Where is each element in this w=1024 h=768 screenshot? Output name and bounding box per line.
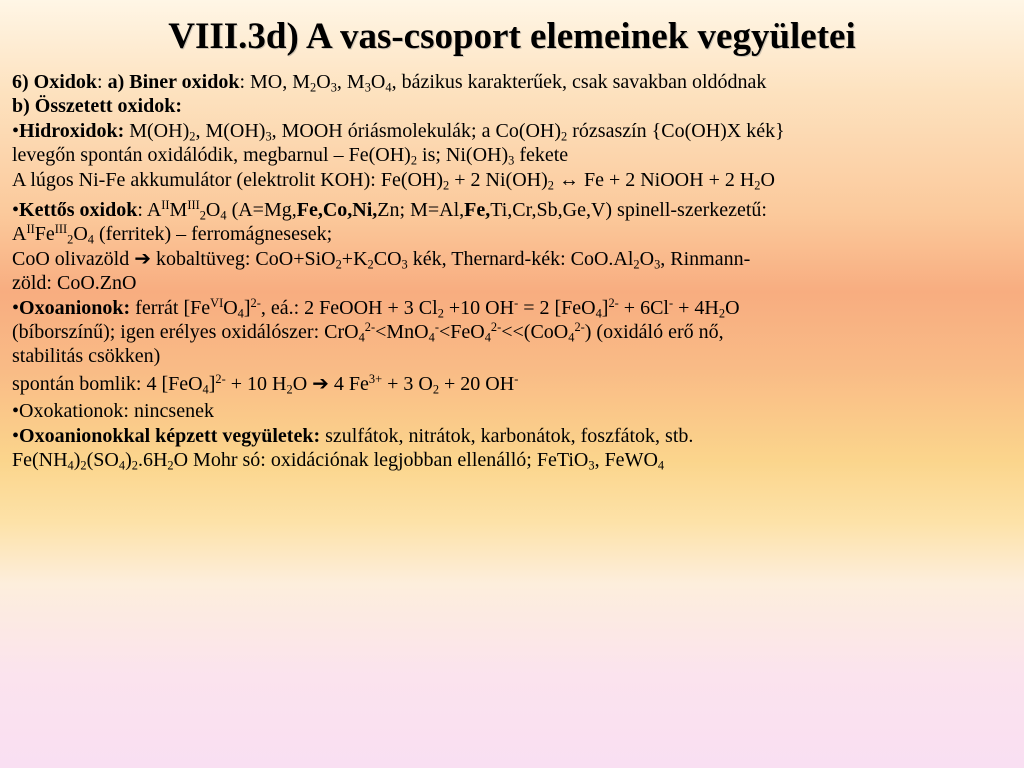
text-run: 6) Oxidok [12, 71, 98, 93]
text-run: 2 [310, 80, 317, 95]
text-run: 4 [484, 330, 491, 345]
text-run: 2 [131, 458, 138, 473]
text-line [12, 119, 1012, 143]
text-run: O [205, 199, 221, 222]
text-run: III [187, 198, 200, 213]
text-run: 4 [237, 306, 244, 321]
text-run: - [668, 295, 674, 310]
text-run: ] [243, 296, 251, 319]
text-run: is; Ni(OH) [417, 144, 509, 167]
text-line [12, 344, 1012, 368]
text-run: M(OH) [124, 119, 190, 142]
arrow-icon: ➔ [312, 372, 329, 395]
text-run: 3 [330, 80, 337, 95]
text-run: VI [210, 295, 224, 310]
text-line [12, 320, 1012, 344]
text-run: spontán bomlik: 4 [FeO [12, 372, 203, 395]
text-run: - [434, 320, 439, 335]
slide-title: VIII.3d) A vas-csoport elemeinek vegyületei [168, 16, 856, 57]
text-line [12, 271, 1012, 295]
text-run: + 20 OH [439, 372, 515, 395]
text-run: 2 [286, 382, 293, 397]
text-run: levegőn spontán oxidálódik, megbarnul – Fe(OH) [12, 144, 411, 167]
text-run: (SO [86, 449, 119, 472]
text-run: 2- [608, 295, 619, 310]
text-run: <FeO [438, 321, 485, 344]
text-run: • [12, 119, 20, 142]
text-run: , Rinmann- [660, 247, 751, 270]
text-run: <<(CoO [501, 321, 569, 344]
text-run: O [725, 296, 740, 319]
text-run: Ti,Cr,Sb,Ge,V) spinell-szerkezetű: [490, 199, 767, 222]
text-run: 3 [508, 153, 515, 168]
text-run: 4 [385, 80, 392, 95]
text-run: Oxoanionok: [19, 296, 131, 319]
text-run: 4 [358, 330, 365, 345]
text-run: kobaltüveg: CoO+SiO [150, 247, 336, 270]
text-run: 2 [754, 178, 761, 193]
text-run: O [760, 168, 775, 191]
text-run: = 2 [FeO [518, 296, 596, 319]
text-run: : MO, M [239, 71, 311, 93]
slide-body [12, 70, 1012, 473]
text-run: : A [137, 199, 162, 222]
text-run: 2- [490, 320, 502, 335]
text-run: 3 [265, 129, 272, 144]
text-run: stabilitás csökken) [12, 345, 161, 368]
text-run: O [639, 247, 655, 270]
text-run: 2- [250, 295, 261, 310]
text-run: , bázikus karakterűek, csak savakban oldódnak [391, 71, 767, 93]
text-line [12, 296, 1012, 320]
text-run: CO [373, 247, 402, 270]
text-run: 3 [654, 257, 661, 272]
text-line [12, 448, 1012, 472]
text-run: : [97, 71, 108, 93]
text-run: Fe [34, 223, 55, 246]
text-line [12, 222, 1012, 246]
text-run: ) [125, 449, 132, 472]
text-run: <MnO [375, 321, 429, 344]
text-run: A lúgos Ni-Fe akkumulátor (elektrolit KOH): Fe(OH) [12, 168, 444, 191]
text-run: 4 [428, 330, 435, 345]
text-run: + 2 Ni(OH) [449, 168, 548, 191]
text-run: 2- [215, 372, 226, 387]
text-run: 2 [335, 257, 342, 272]
text-run: 4 [67, 458, 74, 473]
text-line [12, 399, 1012, 423]
text-run: 4 [595, 306, 602, 321]
text-run: ↔ Fe + 2 NiOOH + 2 H [553, 168, 755, 191]
text-run: 3 [364, 80, 371, 95]
text-run: 3 [588, 458, 595, 473]
text-run: Fe(NH [12, 449, 68, 472]
text-run: • [12, 296, 20, 319]
text-run: , M(OH) [195, 119, 266, 142]
text-run: 2 [80, 458, 87, 473]
text-line [12, 70, 1012, 94]
text-run: Fe, [464, 199, 491, 222]
text-line [12, 247, 1012, 271]
text-line [12, 198, 1012, 222]
text-run: , eá.: 2 FeOOH + 3 Cl [260, 296, 438, 319]
text-run: a) Biner oxidok [107, 71, 240, 93]
text-run: 2 [167, 458, 174, 473]
text-run: Hidroxidok: [19, 119, 125, 142]
text-run: 4 [87, 232, 94, 247]
text-run: II [161, 198, 170, 213]
text-run: (ferritek) – ferromágnesesek; [93, 223, 333, 246]
text-run: b) Összetett oxidok: [12, 95, 182, 118]
text-run: 4 [118, 458, 126, 473]
text-run: rózsaszín {Co(OH)X kék} [567, 119, 785, 142]
text-run: + 6Cl [618, 296, 669, 319]
text-run: O [223, 296, 238, 319]
text-run: 4 [220, 208, 227, 223]
text-run: 2 [432, 382, 440, 397]
text-run: + 4H [673, 296, 719, 319]
text-run: 2 [199, 208, 206, 223]
text-run: 3 [401, 257, 408, 272]
text-run: +10 OH [443, 296, 515, 319]
text-run: O [370, 71, 386, 93]
text-line [12, 372, 1012, 396]
text-run: (bíborszínű); igen erélyes oxidálószer: CrO [12, 321, 359, 344]
text-run: fekete [514, 144, 569, 167]
arrow-icon: ➔ [134, 247, 151, 270]
text-run: - [514, 295, 519, 310]
text-run: .6H [137, 449, 168, 472]
text-run: kék, Thernard-kék: CoO.Al [407, 247, 634, 270]
text-line [12, 424, 1012, 448]
text-run: 2 [561, 129, 568, 144]
text-run: 4 [202, 382, 209, 397]
text-run: - [514, 372, 519, 387]
text-run: O [73, 223, 88, 246]
text-run: 2- [364, 320, 376, 335]
text-run: ferrát [Fe [130, 296, 211, 319]
text-run: • [12, 424, 20, 447]
text-run: ] [601, 296, 609, 319]
text-run: Zn; M=Al, [377, 199, 465, 222]
text-line [12, 143, 1012, 167]
text-run: , M [336, 71, 365, 93]
text-run: 4 [657, 458, 665, 473]
text-run: 2 [547, 178, 554, 193]
text-run: + 3 O [382, 372, 433, 395]
text-run: ] [208, 372, 216, 395]
text-run: •Oxokationok: nincsenek [12, 400, 214, 423]
text-run: O [292, 372, 313, 395]
text-run: 2 [189, 129, 196, 144]
text-run: M [169, 199, 188, 222]
text-run: szulfátok, nitrátok, karbonátok, foszfátok, stb. [320, 424, 694, 447]
text-run: Kettős oxidok [19, 199, 138, 222]
text-run: ) [73, 449, 81, 472]
text-run: 2 [67, 232, 74, 247]
text-run: III [54, 222, 68, 237]
text-run: 2 [367, 257, 374, 272]
text-run: 3+ [368, 372, 383, 387]
text-run: O Mohr só: oxidációnak legjobban ellenálló; FeTiO [173, 449, 589, 472]
text-run: CoO olivazöld [12, 247, 135, 270]
text-run: , FeWO [594, 449, 658, 472]
text-run: 2- [574, 320, 585, 335]
text-run: 2 [718, 306, 726, 321]
text-run: (A=Mg, [226, 199, 297, 222]
text-run: 2 [437, 306, 444, 321]
text-run: II [26, 222, 35, 237]
text-run: 4 Fe [328, 372, 369, 395]
text-run: 2 [443, 178, 450, 193]
text-run: Fe,Co,Ni, [296, 199, 378, 222]
text-run: zöld: CoO.ZnO [12, 272, 137, 295]
text-run: 2 [633, 257, 640, 272]
text-line [12, 168, 1012, 192]
text-run: O [316, 71, 331, 93]
text-line [12, 94, 1012, 118]
text-run: 2 [410, 153, 418, 168]
text-run: A [12, 223, 27, 246]
text-run: ) (oxidáló erő nő, [584, 321, 724, 344]
text-run: 4 [568, 330, 575, 345]
text-run: +K [341, 247, 368, 270]
text-run: • [12, 199, 20, 222]
text-run: Oxoanionokkal képzett vegyületek: [19, 424, 321, 447]
text-run: + 10 H [225, 372, 287, 395]
text-run: , MOOH óriásmolekulák; a Co(OH) [271, 119, 562, 142]
